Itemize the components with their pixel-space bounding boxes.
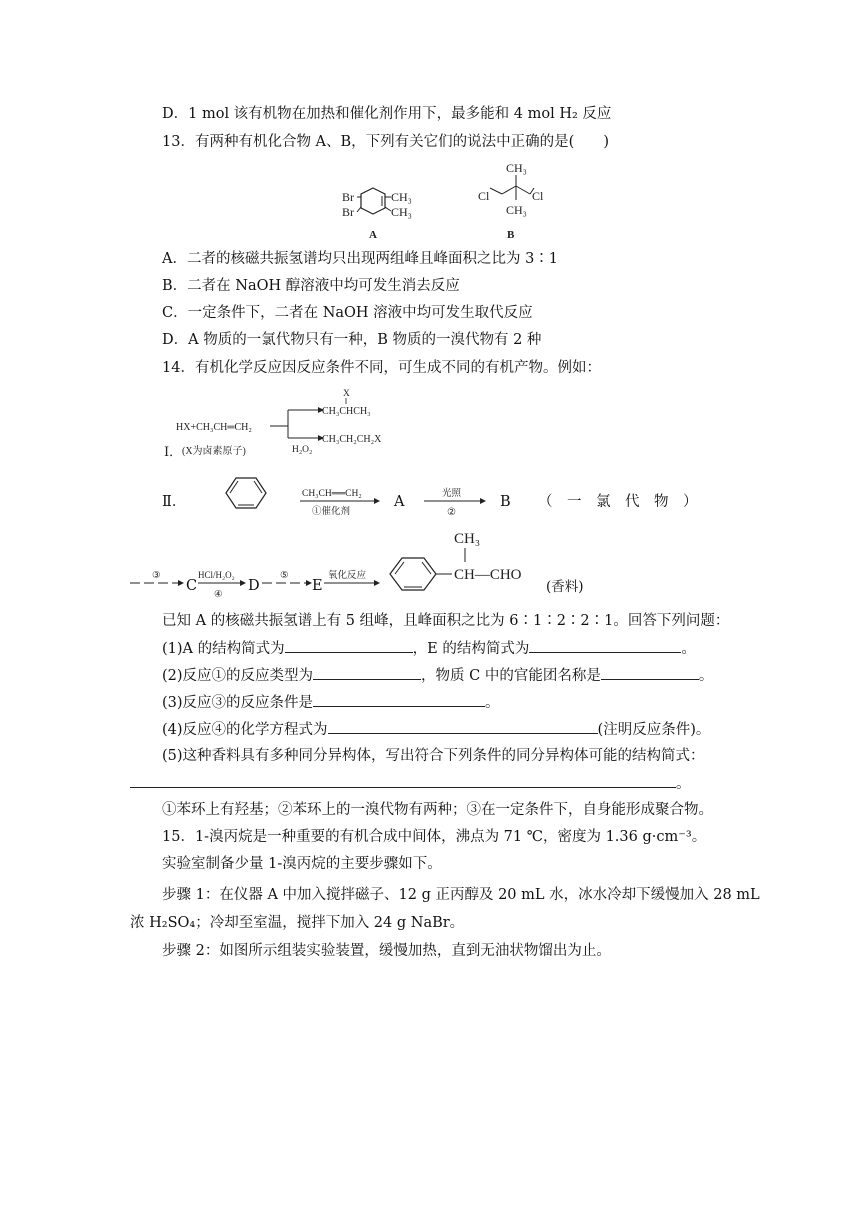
scheme2-arrow-2	[422, 484, 488, 520]
product-chain: CH—CHO	[454, 567, 522, 583]
q15-step1-line2: 浓 H₂SO₄；冷却至室温，搅拌下加入 24 g NaBr。	[130, 915, 465, 931]
answer-blank-a-structure[interactable]	[285, 638, 413, 653]
scheme2-cond2-bottom: ②	[447, 507, 456, 518]
scheme2-arrow-1	[298, 484, 382, 520]
answer-blank-e-structure[interactable]	[529, 638, 681, 653]
q14-sub1-end: 。	[681, 641, 696, 657]
product-structure	[384, 526, 544, 596]
q15-intro: 实验室制备少量 1-溴丙烷的主要步骤如下。	[162, 856, 442, 872]
scheme2-arrow-4	[196, 566, 250, 602]
scheme2-cond3: ③	[152, 571, 161, 581]
q13-option-a: A．二者的核磁共振氢谱均只出现两组峰且峰面积之比为 3∶1	[162, 251, 559, 267]
scheme2-d: D	[248, 578, 260, 594]
q12-option-d: D．1 mol 该有机物在加热和催化剂作用下，最多能和 4 mol H₂ 反应	[162, 106, 612, 122]
scheme1-reactant: HX+CH₃CH═CH₂	[176, 422, 252, 433]
scheme1-x-sub: X	[343, 389, 350, 399]
q14-sub5-end: 。	[676, 776, 691, 792]
scheme1-h2o2: H₂O₂	[292, 445, 313, 455]
scheme1-note: (X为卤素原子)	[182, 446, 246, 457]
scheme2-cond4-bottom: ④	[214, 590, 223, 600]
q15-stem: 15．1-溴丙烷是一种重要的有机合成中间体，沸点为 71 ℃，密度为 1.36 g·cm⁻³。	[162, 829, 707, 845]
scheme-1	[160, 384, 420, 466]
scheme2-reagent1: CH₃CH══CH₂	[302, 489, 362, 499]
scheme1-product-bottom: CH₃CH₂CH₂X	[322, 434, 382, 445]
scheme2-b-note: （ 一 氯 代 物 ）	[538, 494, 698, 510]
q14-sub4	[162, 719, 710, 740]
struct-b-ch3-bottom: CH₃	[506, 203, 527, 217]
scheme2-e: E	[312, 578, 323, 594]
scheme2-cond1: ①催化剂	[312, 507, 351, 517]
scheme2-b: B	[500, 494, 511, 510]
answer-blank-isomer[interactable]	[130, 773, 676, 788]
q14-sub3-prefix: (3)反应③的反应条件是	[162, 695, 314, 711]
benzene-reactant	[214, 474, 278, 512]
q15-step2: 步骤 2：如图所示组装实验装置，缓慢加热，直到无油状物馏出为止。	[162, 943, 611, 959]
answer-blank-reaction-condition[interactable]	[313, 692, 485, 707]
struct-b-ch3-top: CH₃	[506, 161, 527, 175]
answer-blank-functional-group[interactable]	[601, 665, 699, 680]
product-ch3: CH₃	[454, 531, 481, 547]
q14-sub5-answer-line	[130, 773, 691, 794]
q15-step1-line1: 步骤 1：在仪器 A 中加入搅拌磁子、12 g 正丙醇及 20 mL 水，冰水冷却下缓慢加入 28 mL	[162, 887, 760, 903]
q14-sub4-end: (注明反应条件)。	[597, 722, 711, 738]
scheme1-roman: Ⅰ．	[164, 444, 183, 459]
scheme2-arrow-3	[126, 566, 186, 596]
scheme2-cond6: 氧化反应	[328, 571, 367, 581]
q14-sub2-prefix: (2)反应①的反应类型为	[162, 668, 314, 684]
q14-stem: 14．有机化学反应因反应条件不同，可生成不同的有机产物。例如：	[162, 360, 601, 376]
scheme2-roman: Ⅱ．	[162, 494, 187, 510]
q13-option-b: B．二者在 NaOH 醇溶液中均可发生消去反应	[162, 278, 460, 294]
scheme2-cond4-top: HCl/H₂O₂	[198, 570, 235, 580]
struct-a-br2: Br	[342, 205, 354, 219]
struct-a-br1: Br	[342, 190, 354, 204]
q14-sub2	[162, 665, 713, 686]
struct-b-cl-right: Cl	[532, 189, 544, 203]
q14-sub1-mid: ，E 的结构简式为	[412, 641, 530, 657]
scheme2-arrow-5	[260, 566, 316, 596]
scheme2-cond2-top: 光照	[442, 489, 462, 499]
scheme2-c: C	[186, 578, 198, 594]
struct-a-ch3-2: CH₃	[391, 205, 412, 219]
answer-blank-reaction-type[interactable]	[313, 665, 421, 680]
q14-known: 已知 A 的核磁共振氢谱上有 5 组峰，且峰面积之比为 6∶1∶2∶2∶1。回答下列问题：	[162, 613, 730, 629]
scheme2-cond5: ⑤	[280, 571, 289, 581]
q13-option-c: C．一定条件下，二者在 NaOH 溶液中均可发生取代反应	[162, 305, 533, 321]
product-label: (香料)	[546, 579, 584, 595]
struct-a-label: A	[369, 229, 377, 241]
q14-sub1	[162, 638, 696, 659]
q13-stem: 13．有两种有机化合物 A、B，下列有关它们的说法中正确的是( )	[162, 134, 609, 150]
q14-sub3	[162, 692, 500, 713]
scheme2-arrow-6	[322, 566, 382, 596]
q14-conditions: ①苯环上有羟基；②苯环上的一溴代物有两种；③在一定条件下，自身能形成聚合物。	[162, 802, 713, 818]
struct-b-label: B	[507, 229, 515, 241]
structure-a	[330, 176, 450, 242]
q13-option-d: D．A 物质的一氯代物只有一种，B 物质的一溴代物有 2 种	[162, 332, 542, 348]
scheme1-product-top: CH₃CHCH₃	[322, 406, 371, 417]
structure-b	[472, 158, 562, 242]
q14-sub3-end: 。	[485, 695, 500, 711]
q14-sub1-prefix: (1)A 的结构简式为	[162, 641, 285, 657]
scheme2-a: A	[394, 494, 405, 510]
q14-sub2-end: 。	[698, 668, 714, 684]
q14-sub5: (5)这种香料具有多种同分异构体，写出符合下列条件的同分异构体可能的结构简式：	[162, 748, 705, 764]
q14-sub2-mid: ，物质 C 中的官能团名称是	[421, 668, 601, 684]
struct-a-ch3-1: CH₃	[391, 190, 412, 204]
q14-sub4-prefix: (4)反应④的化学方程式为	[162, 722, 328, 738]
struct-b-cl-left: Cl	[478, 189, 490, 203]
answer-blank-equation[interactable]	[328, 719, 598, 734]
